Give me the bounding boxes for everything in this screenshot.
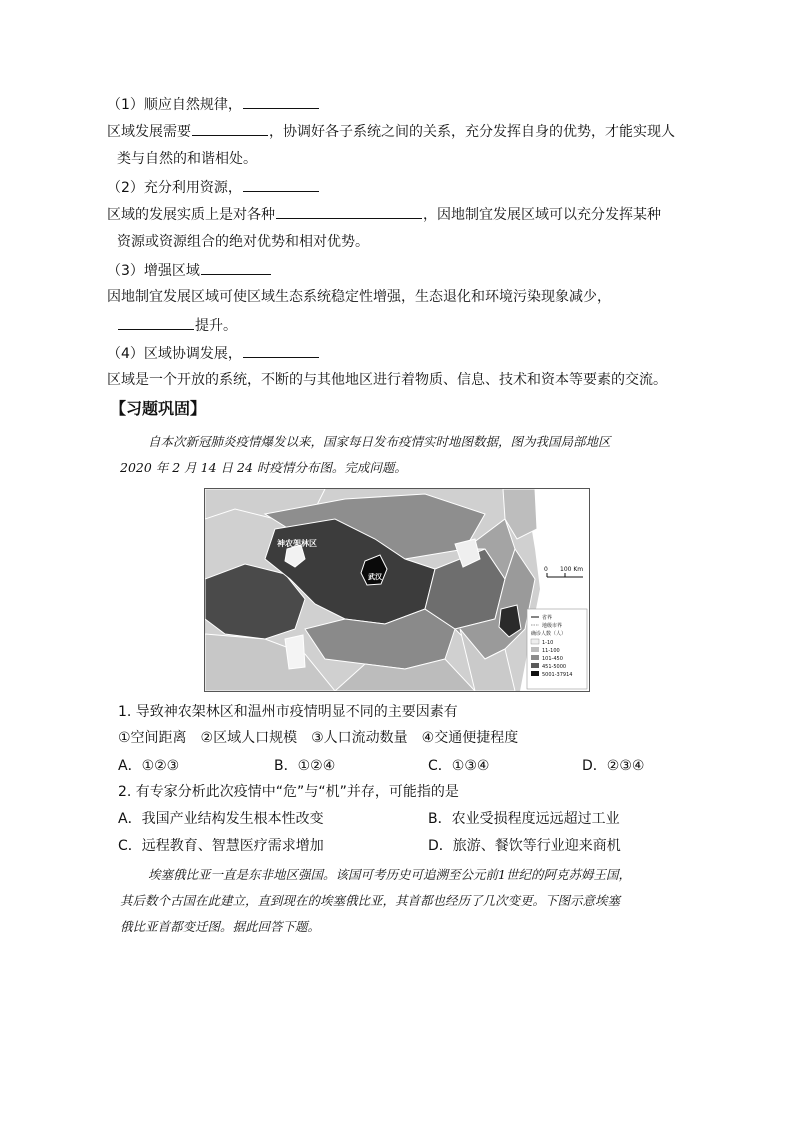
label-shennongjia: 神农架林区 bbox=[277, 539, 317, 548]
q2-option-d[interactable]: D．旅游、餐饮等行业迎来商机 bbox=[428, 838, 621, 854]
p2-line1: 区域的发展实质上是对各种 ，因地制宜发展区域可以充分发挥某种 bbox=[107, 204, 661, 225]
p1-line1: 区域发展需要 ，协调好各子系统之间的关系，充分发挥自身的优势，才能实现人 bbox=[107, 121, 675, 142]
q1-factors: ①空间距离 ②区域人口规模 ③人口流动数量 ④交通便捷程度 bbox=[118, 730, 519, 746]
p2-head: （2）充分利用资源， bbox=[107, 177, 320, 198]
legend-text: 101-450 bbox=[542, 656, 563, 662]
legend-text: 确诊人数（人） bbox=[531, 631, 567, 637]
exercise-intro-line2: 2020 年 2 月 14 日 24 时疫情分布图。完成问题。 bbox=[120, 460, 407, 475]
ethiopia-line1: 埃塞俄比亚一直是东非地区强国。该国可考历史可追溯至公元前1世纪的阿克苏姆王国， bbox=[148, 867, 631, 882]
label-wuhan: 武汉 bbox=[368, 573, 382, 581]
scale-km: 100 Km bbox=[560, 566, 584, 573]
q2-stem: 2. 有专家分析此次疫情中“危”与“机”并存，可能指的是 bbox=[118, 784, 459, 800]
legend-text: 5001-37914 bbox=[542, 672, 573, 678]
legend-swatch bbox=[531, 639, 539, 644]
p4-head: （4）区域协调发展， bbox=[107, 343, 320, 364]
legend-swatch bbox=[531, 655, 539, 660]
legend-text: 1-10 bbox=[542, 640, 554, 646]
legend-swatch bbox=[531, 663, 539, 668]
epidemic-map-svg bbox=[205, 489, 589, 691]
legend-text: 省界 bbox=[542, 615, 553, 621]
p1-head: （1）顺应自然规律， bbox=[107, 94, 320, 115]
q2-option-b[interactable]: B．农业受损程度远远超过工业 bbox=[428, 811, 620, 827]
legend-text: 11-100 bbox=[542, 648, 560, 654]
answer-blank[interactable] bbox=[118, 315, 194, 330]
q2-option-a[interactable]: A．我国产业结构发生根本性改变 bbox=[118, 811, 324, 827]
legend-swatch bbox=[531, 671, 539, 676]
q1-stem: 1. 导致神农架林区和温州市疫情明显不同的主要因素有 bbox=[118, 704, 458, 720]
exercise-heading: 【习题巩固】 bbox=[110, 399, 207, 418]
answer-blank[interactable] bbox=[192, 121, 268, 136]
answer-blank[interactable] bbox=[243, 177, 319, 192]
answer-blank[interactable] bbox=[243, 343, 319, 358]
p3-line1: 因地制宜发展区域可使区域生态系统稳定性增强，生态退化和环境污染现象减少， bbox=[107, 289, 611, 305]
legend-swatch bbox=[531, 647, 539, 652]
legend-text: 451-5000 bbox=[542, 664, 567, 670]
p2-line2: 资源或资源组合的绝对优势和相对优势。 bbox=[117, 234, 369, 250]
exercise-intro-line1: 自本次新冠肺炎疫情爆发以来，国家每日发布疫情实时地图数据，图为我国局部地区 bbox=[148, 434, 611, 449]
ethiopia-line3: 俄比亚首都变迁图。据此回答下题。 bbox=[120, 919, 321, 934]
legend-text: 地级市界 bbox=[542, 623, 563, 629]
p4-line1: 区域是一个开放的系统，不断的与其他地区进行着物质、信息、技术和资本等要素的交流。 bbox=[107, 372, 667, 388]
answer-blank[interactable] bbox=[243, 94, 319, 109]
scale-zero: 0 bbox=[544, 566, 548, 573]
region bbox=[285, 635, 305, 669]
q1-option-d[interactable]: D．②③④ bbox=[582, 758, 645, 774]
q1-option-a[interactable]: A．①②③ bbox=[118, 758, 180, 774]
answer-blank[interactable] bbox=[276, 204, 422, 219]
q2-option-c[interactable]: C．远程教育、智慧医疗需求增加 bbox=[118, 838, 324, 854]
map-legend bbox=[527, 609, 587, 689]
p1-line2: 类与自然的和谐相处。 bbox=[117, 151, 257, 167]
q1-option-c[interactable]: C．①③④ bbox=[428, 758, 490, 774]
p3-head: （3）增强区域 bbox=[107, 260, 272, 281]
p3-line2: 提升。 bbox=[117, 315, 237, 336]
epidemic-map bbox=[204, 488, 590, 692]
q1-option-b[interactable]: B．①②④ bbox=[274, 758, 336, 774]
answer-blank[interactable] bbox=[201, 260, 271, 275]
ethiopia-line2: 其后数个古国在此建立，直到现在的埃塞俄比亚，其首都也经历了几次变更。下图示意埃塞 bbox=[120, 893, 621, 908]
